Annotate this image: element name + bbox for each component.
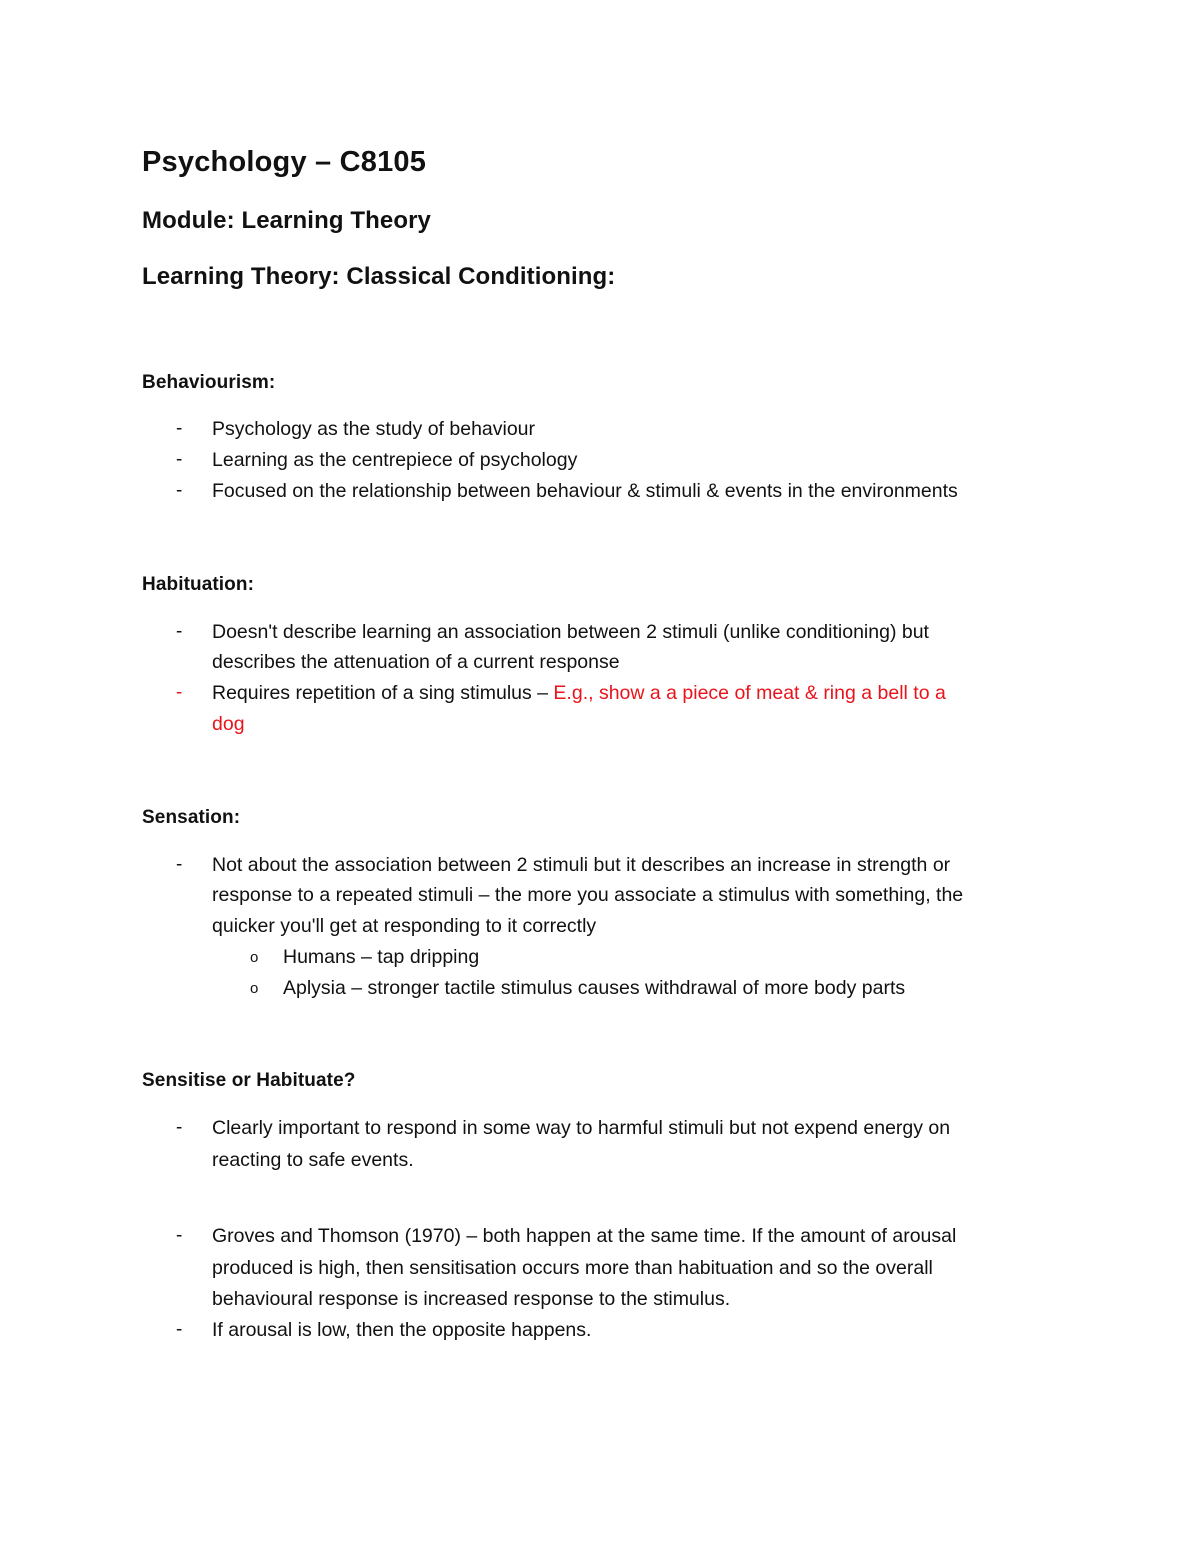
bullet-dash: - [176, 854, 183, 875]
habituation-item-1-line-2: describes the attenuation of a current response [212, 651, 620, 673]
habituation-heading: Habituation: [142, 574, 255, 595]
bullet-dash: - [176, 418, 183, 439]
sensation-item-1-line-1: Not about the association between 2 stimuli but it describes an increase in strength or [212, 854, 951, 876]
sensation-item-1-line-2: response to a repeated stimuli – the more you associate a stimulus with something, the [212, 884, 964, 906]
bullet-circle: o [250, 949, 259, 966]
bullet-dash: - [176, 1225, 183, 1246]
sensitise-item-3: If arousal is low, then the opposite happens. [212, 1319, 592, 1341]
sensitise-item-2-line-3: behavioural response is increased response to the stimulus. [212, 1288, 731, 1310]
sensation-heading: Sensation: [142, 807, 241, 828]
behaviourism-item-3: Focused on the relationship between behaviour & stimuli & events in the environments [212, 480, 958, 502]
sensitise-item-2-line-2: produced is high, then sensitisation occurs more than habituation and so the overall [212, 1257, 933, 1279]
bullet-dash: - [176, 449, 183, 470]
bullet-dash: - [176, 480, 183, 501]
habituation-item-1-line-1: Doesn't describe learning an association between 2 stimuli (unlike conditioning) but [212, 621, 929, 643]
behaviourism-heading: Behaviourism: [142, 372, 276, 393]
bullet-dash-red: - [176, 682, 183, 703]
bullet-circle: o [250, 980, 259, 997]
sensitise-item-2-line-1: Groves and Thomson (1970) – both happen at the same time. If the amount of arousal [212, 1225, 957, 1247]
habituation-item-2-text: Requires repetition of a sing stimulus – [212, 682, 554, 704]
bullet-dash: - [176, 621, 183, 642]
habituation-item-2-line-2: dog [212, 713, 245, 735]
module-heading: Module: Learning Theory [142, 207, 431, 234]
sensitise-item-1-line-2: reacting to safe events. [212, 1149, 414, 1171]
behaviourism-item-2: Learning as the centrepiece of psychology [212, 449, 578, 471]
sensitise-item-1-line-1: Clearly important to respond in some way to harmful stimuli but not expend energy on [212, 1117, 951, 1139]
sensation-sub-item-1: Humans – tap dripping [283, 946, 480, 968]
bullet-dash: - [176, 1117, 183, 1138]
bullet-dash: - [176, 1319, 183, 1340]
sensation-item-1-line-3: quicker you'll get at responding to it correctly [212, 915, 597, 937]
habituation-example-text: E.g., show a a piece of meat & ring a bell to a [553, 682, 946, 704]
habituation-item-2-line-1 [212, 681, 946, 705]
sensation-sub-item-2: Aplysia – stronger tactile stimulus causes withdrawal of more body parts [283, 977, 906, 999]
sensitise-heading: Sensitise or Habituate? [142, 1070, 356, 1091]
document-title: Psychology – C8105 [142, 146, 427, 178]
topic-heading: Learning Theory: Classical Conditioning: [142, 263, 616, 290]
behaviourism-item-1: Psychology as the study of behaviour [212, 418, 536, 440]
